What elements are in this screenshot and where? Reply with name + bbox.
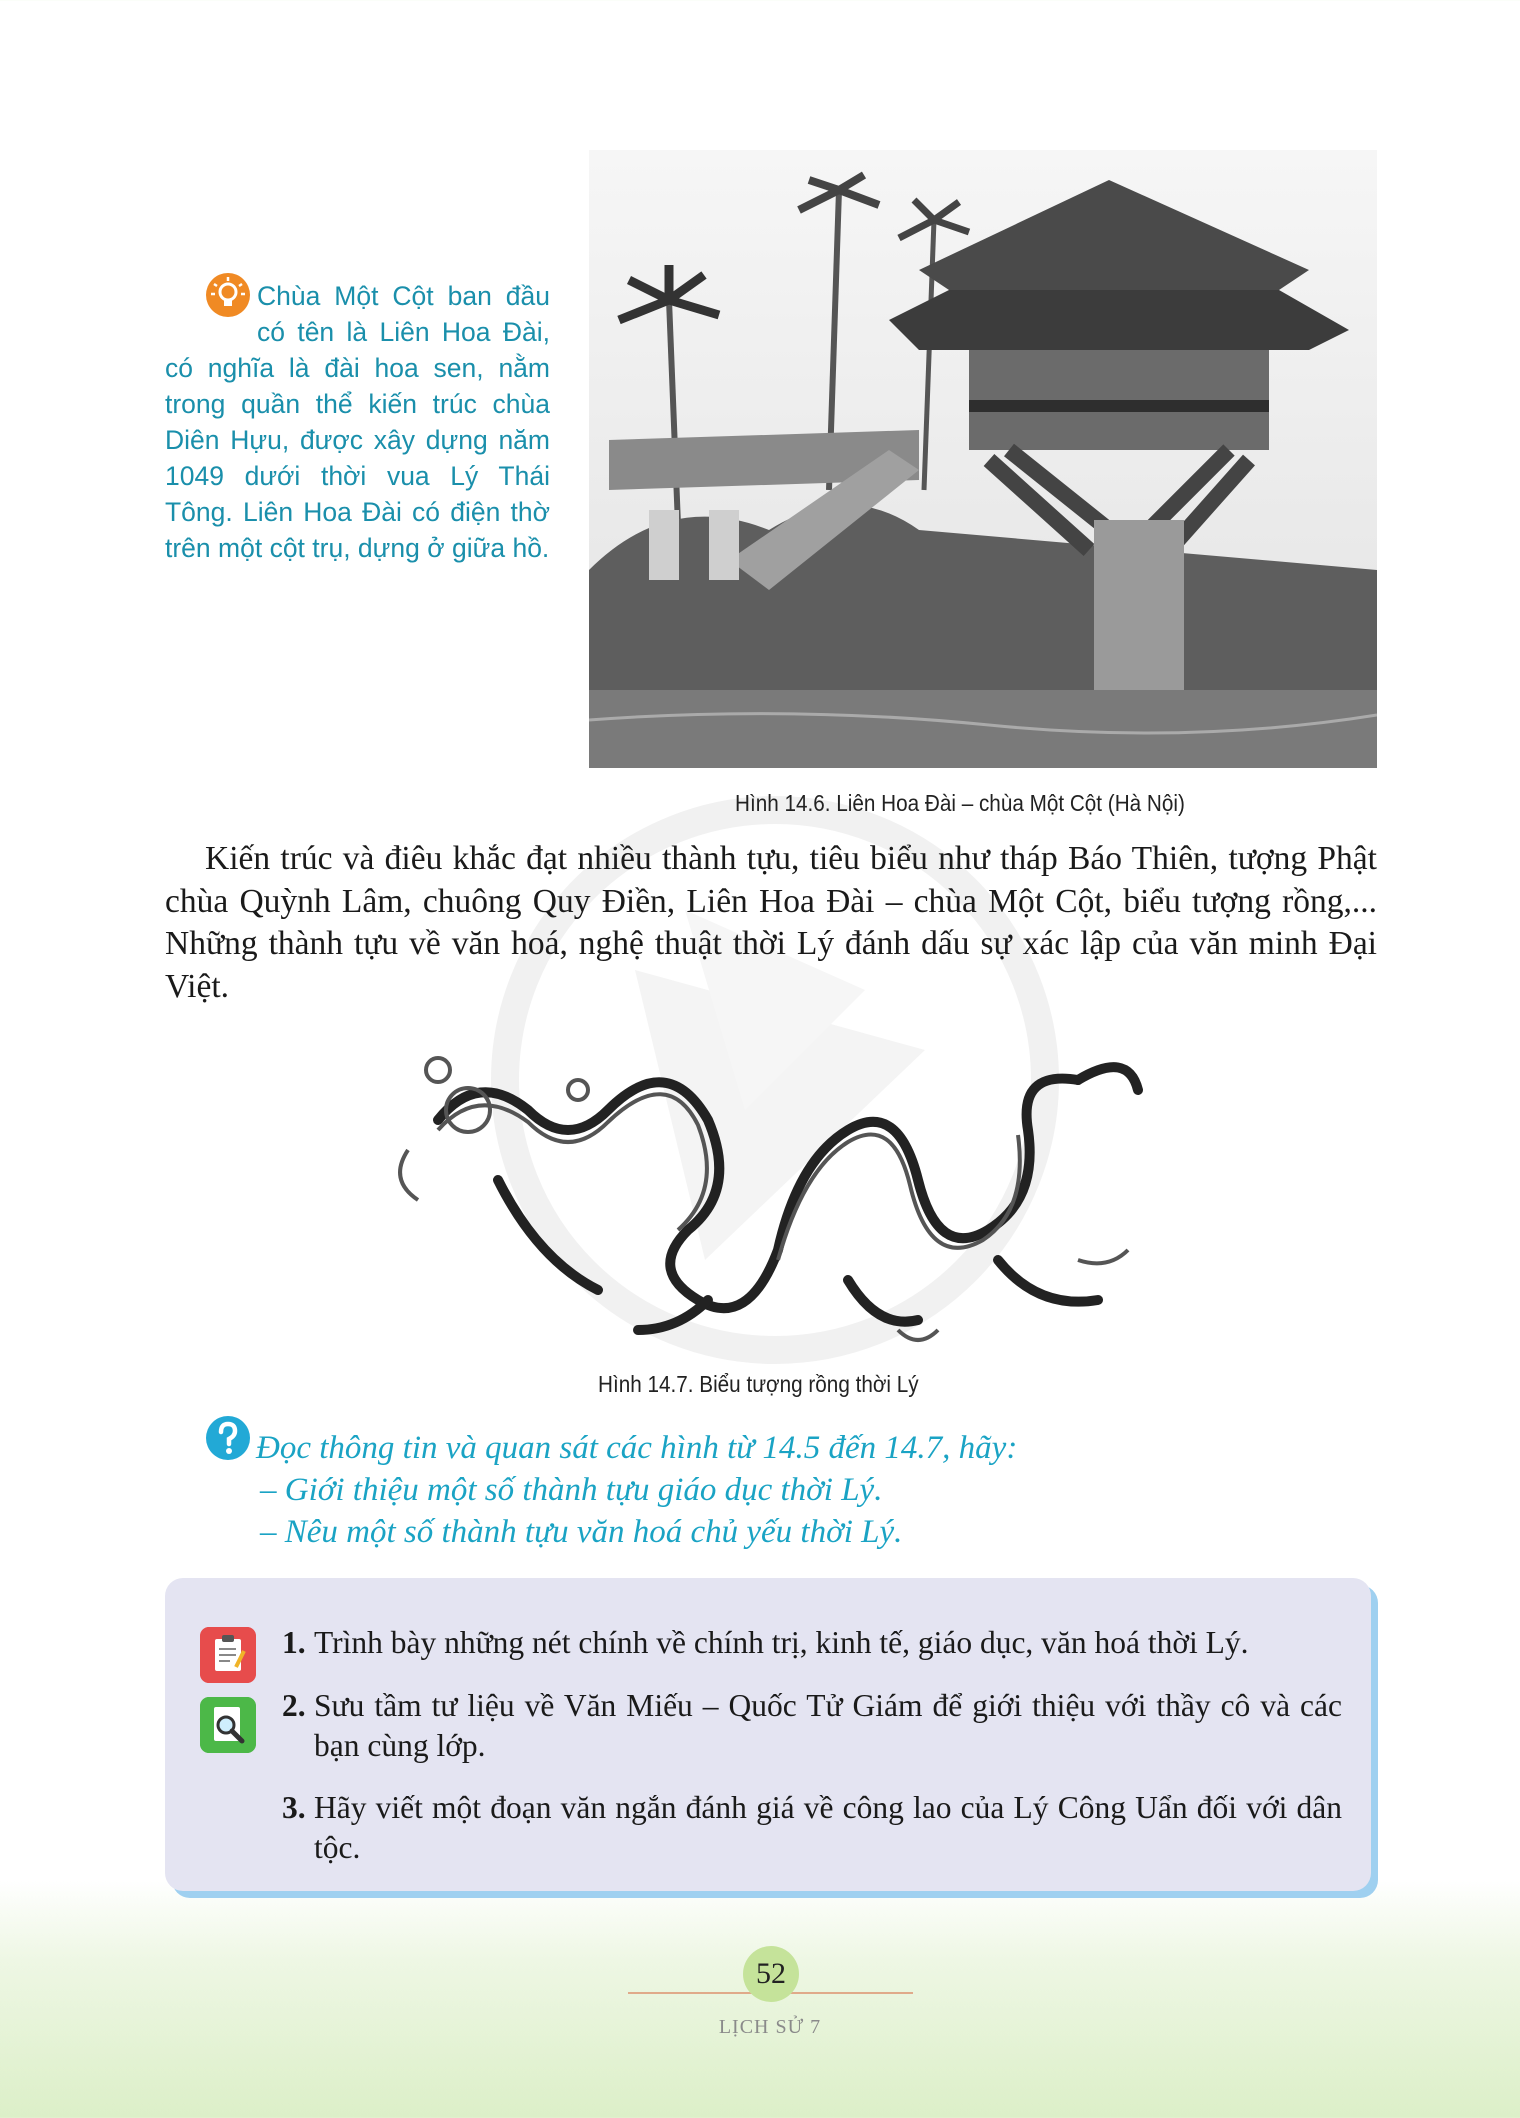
ly-dragon-illustration bbox=[378, 1030, 1168, 1360]
question-icon bbox=[205, 1415, 251, 1461]
question-prompt: Đọc thông tin và quan sát các hình từ 14.5 đến 14.7, hãy: bbox=[256, 1430, 1018, 1466]
exercise-text: Hãy viết một đoạn văn ngắn đánh giá về công lao của Lý Công Uẩn đối với dân tộc. bbox=[314, 1790, 1342, 1865]
exercise-number: 1. bbox=[282, 1625, 306, 1660]
one-pillar-pagoda-photo bbox=[589, 150, 1377, 768]
page-number: 52 bbox=[743, 1946, 799, 2002]
side-note bbox=[165, 278, 550, 566]
exercise-text: Sưu tầm tư liệu về Văn Miếu – Quốc Tử Giám để giới thiệu với thầy cô và các bạn cùng lớp. bbox=[314, 1688, 1342, 1763]
question-item: – Giới thiệu một số thành tựu giáo dục thời Lý. bbox=[260, 1472, 883, 1508]
side-note-text: Chùa Một Cột ban đầu có tên là Liên Hoa Đài, có nghĩa là đài hoa sen, nằm trong quần thể kiến trúc chùa Diên Hựu, được xây dựng năm 1049 dưới thời vua Lý Thái Tông. Liên Hoa Đài có điện thờ trên một cột trụ, dựng ở giữa hồ. bbox=[165, 281, 550, 563]
book-title: LỊCH SỬ 7 bbox=[718, 2016, 822, 2038]
question-block bbox=[256, 1427, 1017, 1553]
question-item: – Nêu một số thành tựu văn hoá chủ yếu thời Lý. bbox=[260, 1514, 903, 1550]
exercise-item bbox=[282, 1623, 1342, 1663]
figure-14-7-caption: Hình 14.7. Biểu tượng rồng thời Lý bbox=[598, 1371, 919, 1397]
magnifier-icon bbox=[200, 1697, 256, 1753]
exercise-number: 2. bbox=[282, 1688, 306, 1723]
exercise-number: 3. bbox=[282, 1790, 306, 1825]
exercise-item bbox=[282, 1686, 1342, 1766]
figure-14-6-caption: Hình 14.6. Liên Hoa Đài – chùa Một Cột (Hà Nội) bbox=[735, 790, 1185, 816]
body-paragraph: Kiến trúc và điêu khắc đạt nhiều thành tựu, tiêu biểu như tháp Báo Thiên, tượng Phật chùa Quỳnh Lâm, chuông Quy Điền, Liên Hoa Đài – chùa Một Cột, biểu tượng rồng,... Những thành tựu về văn hoá, nghệ thuật thời Lý đánh dấu sự xác lập của văn minh Đại Việt. bbox=[165, 840, 1377, 1005]
lightbulb-icon bbox=[205, 272, 251, 318]
exercise-text: Trình bày những nét chính về chính trị, kinh tế, giáo dục, văn hoá thời Lý. bbox=[314, 1625, 1249, 1660]
clipboard-icon bbox=[200, 1627, 256, 1683]
exercise-item bbox=[282, 1788, 1342, 1868]
